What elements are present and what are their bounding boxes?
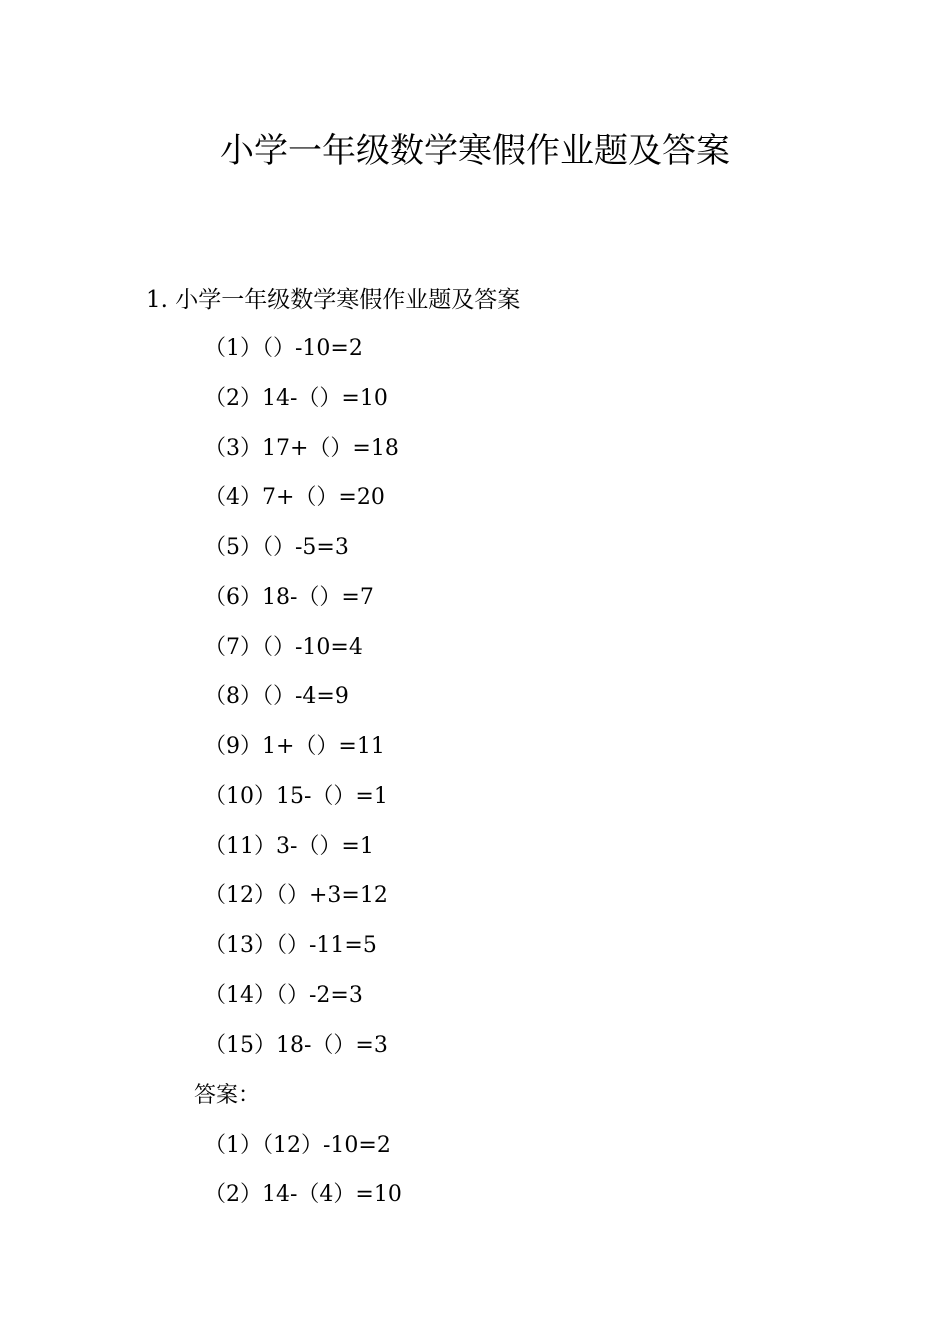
- section-heading: 1. 小学一年级数学寒假作业题及答案: [146, 287, 521, 313]
- question-line: （3）17+（）=18: [204, 436, 399, 461]
- answer-line: （2）14-（4）=10: [204, 1182, 402, 1207]
- question-line: （14）（）-2=3: [204, 983, 363, 1008]
- question-line: （4）7+（）=20: [204, 485, 385, 510]
- question-line: （8）（）-4=9: [204, 684, 349, 709]
- answer-line: （1）（12）-10=2: [204, 1133, 391, 1158]
- question-line: （13）（）-11=5: [204, 933, 377, 958]
- page-title: 小学一年级数学寒假作业题及答案: [220, 131, 730, 171]
- question-line: （7）（）-10=4: [204, 635, 363, 660]
- question-line: （11）3-（）=1: [204, 834, 374, 859]
- question-line: （10）15-（）=1: [204, 784, 388, 809]
- question-line: （9）1+（）=11: [204, 734, 385, 759]
- question-line: （5）（）-5=3: [204, 535, 349, 560]
- question-line: （2）14-（）=10: [204, 386, 388, 411]
- answer-label: 答案：: [194, 1083, 261, 1108]
- question-line: （1）（）-10=2: [204, 336, 363, 361]
- question-line: （15）18-（）=3: [204, 1033, 388, 1058]
- question-line: （6）18-（）=7: [204, 585, 374, 610]
- question-line: （12）（）+3=12: [204, 883, 388, 908]
